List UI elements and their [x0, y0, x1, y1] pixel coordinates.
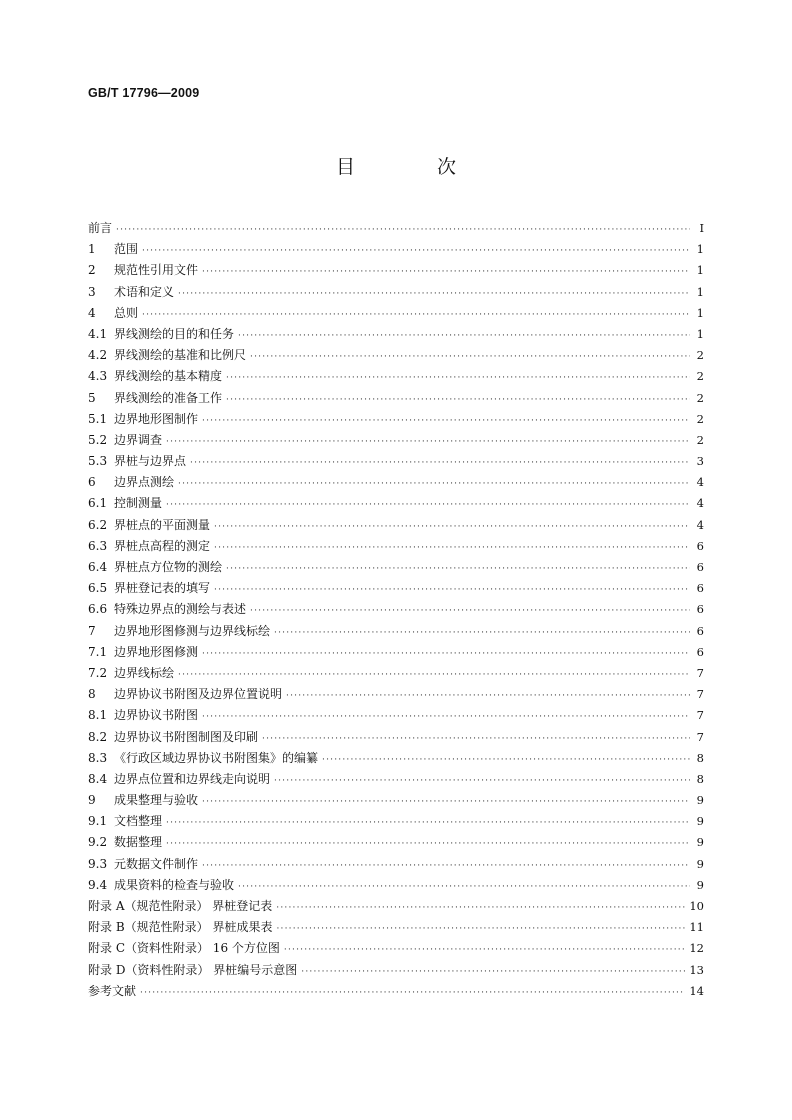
toc-dot-leader: [301, 962, 685, 983]
toc-dot-leader: [202, 262, 690, 283]
toc-entry-page: 2: [696, 390, 704, 405]
toc-entry-label: [88, 493, 162, 514]
toc-entry-page: 6: [696, 538, 704, 553]
toc-entry-page: 1: [696, 242, 704, 257]
toc-entry-number: 6.5: [88, 581, 108, 596]
toc-dot-leader: [322, 750, 690, 771]
toc-entry-title: 边界点测绘: [114, 475, 175, 490]
toc-entry-label: [88, 430, 162, 451]
toc-entry-page: 4: [696, 517, 704, 532]
toc-entry-label: [88, 282, 174, 303]
toc-dot-leader: [202, 644, 690, 665]
toc-entry[interactable]: [88, 303, 704, 324]
toc-entry-number: 6.6: [88, 602, 108, 617]
toc-entry-label: [88, 345, 246, 366]
toc-entry[interactable]: [88, 917, 704, 938]
toc-entry-label: [88, 472, 174, 493]
toc-entry-label: [88, 896, 272, 917]
toc-entry-number: 9.2: [88, 835, 108, 850]
toc-entry-page: 7: [696, 687, 704, 702]
toc-entry-page: 2: [696, 432, 704, 447]
toc-entry[interactable]: [88, 345, 704, 366]
toc-entry-label: [88, 854, 198, 875]
toc-entry-page: 4: [696, 475, 704, 490]
toc-entry[interactable]: [88, 260, 704, 281]
toc-entry-label: [88, 938, 280, 959]
toc-entry-number: 5.3: [88, 454, 108, 469]
toc-entry-page: 2: [696, 348, 704, 363]
toc-entry-title: 文档整理: [114, 814, 163, 829]
toc-entry-title: 界桩登记表的填写: [114, 581, 211, 596]
toc-entry-number: 6.2: [88, 517, 108, 532]
toc-entry-page: 1: [696, 284, 704, 299]
toc-entry[interactable]: [88, 663, 704, 684]
toc-dot-leader: [166, 834, 690, 855]
toc-entry-page: 1: [696, 326, 704, 341]
toc-dot-leader: [286, 686, 690, 707]
toc-entry-number: 8.4: [88, 771, 108, 786]
toc-entry[interactable]: [88, 769, 704, 790]
toc-entry-number: 4.2: [88, 348, 108, 363]
toc-entry-page: 3: [696, 454, 704, 469]
toc-dot-leader: [250, 601, 690, 622]
toc-entry[interactable]: [88, 218, 704, 239]
toc-entry[interactable]: [88, 557, 704, 578]
toc-entry-number: 3: [88, 284, 96, 299]
toc-entry-label: [88, 366, 222, 387]
toc-entry-title: 《行政区域边界协议书附图集》的编纂: [114, 750, 319, 765]
toc-dot-leader: [166, 495, 690, 516]
toc-entry-label: [88, 599, 246, 620]
toc-dot-leader: [214, 580, 690, 601]
toc-entry-label: [88, 218, 112, 239]
toc-entry-title: 界线测绘的目的和任务: [114, 326, 235, 341]
toc-dot-leader: [214, 538, 690, 559]
toc-dot-leader: [226, 390, 690, 411]
toc-entry-title: 边界线标绘: [114, 665, 175, 680]
toc-dot-leader: [226, 559, 690, 580]
toc-entry-number: 9.3: [88, 856, 108, 871]
toc-entry-label: [88, 578, 210, 599]
toc-entry-page: 6: [696, 560, 704, 574]
toc-entry-page: 4: [696, 496, 704, 511]
toc-entry-page: 7: [696, 729, 704, 744]
toc-entry-title: 附录 D（资料性附录） 界桩编号示意图: [88, 962, 298, 977]
toc-entry-title: 附录 A（规范性附录） 界桩登记表: [88, 899, 273, 913]
toc-dot-leader: [202, 856, 690, 877]
toc-entry-page: 1: [696, 263, 704, 278]
toc-entry-number: 8.2: [88, 729, 108, 744]
toc-entry-title: 边界地形图制作: [114, 411, 199, 426]
toc-entry-label: [88, 705, 198, 726]
toc-entry-number: 8.3: [88, 750, 108, 765]
toc-entry[interactable]: [88, 896, 704, 917]
toc-entry-number: 9.1: [88, 814, 108, 829]
toc-entry-page: 2: [696, 369, 704, 384]
toc-dot-leader: [116, 220, 690, 241]
toc-entry[interactable]: [88, 515, 704, 536]
toc-entry-label: [88, 684, 282, 705]
toc-entry-number: 7.1: [88, 644, 108, 659]
toc-entry-label: [88, 642, 198, 663]
toc-entry-title: 边界协议书附图: [114, 708, 199, 723]
toc-entry-title: 范围: [114, 242, 139, 257]
toc-entry-label: [88, 748, 318, 769]
toc-entry[interactable]: [88, 599, 704, 620]
toc-entry[interactable]: [88, 239, 704, 260]
toc-entry-title: 界桩点的平面测量: [114, 517, 211, 532]
toc-entry-label: [88, 832, 162, 853]
toc-entry-page: 11: [689, 920, 704, 935]
toc-entry-title: 成果整理与验收: [114, 793, 199, 808]
toc-dot-leader: [202, 792, 690, 813]
toc-entry-number: 4.1: [88, 326, 108, 341]
toc-dot-leader: [214, 517, 690, 538]
toc-entry[interactable]: [88, 642, 704, 663]
toc-entry-label: [88, 917, 272, 938]
toc-entry[interactable]: [88, 705, 704, 726]
toc-dot-leader: [250, 347, 690, 368]
toc-entry-page: 8: [696, 750, 704, 765]
toc-entry-label: [88, 621, 270, 642]
toc-entry-label: [88, 536, 210, 557]
toc-entry-number: 5.2: [88, 432, 108, 447]
toc-dot-leader: [178, 474, 690, 495]
toc-entry-label: [88, 811, 162, 832]
toc-entry-title: 边界地形图修测与边界线标绘: [114, 623, 271, 638]
toc-entry-number: 8.1: [88, 708, 108, 723]
toc-entry[interactable]: [88, 282, 704, 303]
toc-entry-page: 13: [689, 962, 704, 977]
toc-entry-title: 边界协议书附图制图及印刷: [114, 729, 259, 744]
toc-entry-label: [88, 515, 210, 536]
toc-entry[interactable]: [88, 854, 704, 875]
toc-entry[interactable]: [88, 938, 704, 959]
toc-entry-number: 5: [88, 390, 96, 405]
toc-entry-number: 9: [88, 793, 96, 808]
toc-entry-number: 7.2: [88, 665, 108, 680]
toc-entry[interactable]: [88, 409, 704, 430]
toc-entry-title: 前言: [88, 221, 113, 235]
toc-entry-title: 界桩点高程的测定: [114, 538, 211, 553]
toc-dot-leader: [284, 940, 685, 961]
toc-entry-title: 界线测绘的基准和比例尺: [114, 348, 247, 363]
toc-entry[interactable]: [88, 960, 704, 981]
toc-entry[interactable]: [88, 684, 704, 705]
toc-entry[interactable]: [88, 578, 704, 599]
toc-dot-leader: [202, 707, 690, 728]
toc-entry-number: 7: [88, 623, 96, 638]
toc-dot-leader: [226, 368, 690, 389]
toc-entry-label: [88, 769, 270, 790]
toc-dot-leader: [238, 326, 690, 347]
toc-dot-leader: [274, 623, 690, 644]
toc-entry-label: [88, 239, 138, 260]
toc-entry-page: 10: [689, 899, 704, 913]
toc-dot-leader: [142, 305, 690, 326]
toc-entry-title: 界线测绘的准备工作: [114, 390, 223, 405]
toc-dot-leader: [276, 919, 685, 940]
toc-entry-page: 6: [696, 602, 704, 617]
toc-entry-page: 9: [696, 877, 704, 892]
toc-entry-page: 1: [696, 305, 704, 320]
toc-dot-leader: [276, 898, 685, 919]
toc-entry-number: 8: [88, 687, 96, 702]
toc-entry-title: 界线测绘的基本精度: [114, 369, 223, 384]
toc-entry-number: 9.4: [88, 877, 108, 892]
toc-entry[interactable]: [88, 536, 704, 557]
toc-entry-title: 界桩与边界点: [114, 454, 187, 469]
toc-entry-title: 元数据文件制作: [114, 856, 199, 871]
toc-entry[interactable]: [88, 748, 704, 769]
toc-entry-title: 边界地形图修测: [114, 644, 199, 659]
toc-entry-page: 6: [696, 581, 704, 596]
toc-entry-title: 成果资料的检查与验收: [114, 877, 235, 892]
toc-entry-title: 总则: [114, 305, 139, 320]
toc-entry-label: [88, 790, 198, 811]
toc-dot-leader: [274, 771, 690, 792]
toc-entry-page: 9: [696, 814, 704, 829]
toc-entry-number: 6.1: [88, 496, 108, 511]
toc-entry-label: [88, 981, 136, 1002]
toc-entry[interactable]: [88, 388, 704, 409]
toc-entry-title: 界桩点方位物的测绘: [114, 560, 223, 574]
toc-entry-title: 附录 B（规范性附录） 界桩成果表: [88, 920, 273, 935]
toc-entry-title: 边界协议书附图及边界位置说明: [114, 687, 283, 702]
toc-entry[interactable]: [88, 981, 704, 1002]
toc-entry[interactable]: [88, 366, 704, 387]
toc-entry-page: 9: [696, 793, 704, 808]
toc-entry-label: [88, 303, 138, 324]
toc-dot-leader: [178, 665, 690, 686]
toc-entry[interactable]: [88, 451, 704, 472]
toc-entry-page: 8: [696, 771, 704, 786]
toc-entry-number: 2: [88, 263, 96, 278]
toc-entry-label: [88, 388, 222, 409]
toc-entry-title: 参考文献: [88, 983, 137, 998]
toc-entry[interactable]: [88, 811, 704, 832]
toc-entry-page: 9: [696, 835, 704, 850]
toc-entry-label: [88, 324, 234, 345]
toc-entry-number: 6.4: [88, 560, 108, 574]
toc-entry-label: [88, 409, 198, 430]
toc-entry[interactable]: [88, 832, 704, 853]
toc-entry-title: 附录 C（资料性附录） 16 个方位图: [88, 941, 280, 956]
toc-entry-title: 术语和定义: [114, 284, 175, 299]
toc-entry-page: 6: [696, 623, 704, 638]
toc-entry-page: 7: [696, 665, 704, 680]
toc-dot-leader: [166, 432, 690, 453]
toc-entry[interactable]: [88, 472, 704, 493]
toc-entry-page: I: [699, 221, 704, 235]
toc-entry[interactable]: [88, 324, 704, 345]
toc-entry-label: [88, 875, 234, 896]
toc-entry-number: 4: [88, 305, 96, 320]
toc-entry-number: 4.3: [88, 369, 108, 384]
toc-dot-leader: [140, 983, 685, 1004]
toc-entry-title: 数据整理: [114, 835, 163, 850]
toc-entry-number: 5.1: [88, 411, 108, 426]
toc-dot-leader: [202, 411, 690, 432]
toc-entry-title: 控制测量: [114, 496, 163, 511]
toc-entry-page: 12: [689, 941, 704, 956]
toc-entry-number: 6.3: [88, 538, 108, 553]
toc-entry-page: 7: [696, 708, 704, 723]
toc-entry-title: 特殊边界点的测绘与表述: [114, 602, 247, 617]
toc-entry-title: 边界点位置和边界线走向说明: [114, 771, 271, 786]
toc-entry-label: [88, 960, 297, 981]
toc-entry[interactable]: [88, 790, 704, 811]
toc-entry-label: [88, 260, 198, 281]
toc-dot-leader: [238, 877, 690, 898]
toc-entry-page: 2: [696, 411, 704, 426]
toc-entry-page: 14: [689, 983, 704, 998]
toc-entry[interactable]: [88, 621, 704, 642]
toc-dot-leader: [142, 241, 690, 262]
toc-entry[interactable]: [88, 430, 704, 451]
toc-entry-label: [88, 663, 174, 684]
standard-code: GB/T 17796—2009: [88, 86, 200, 100]
toc-entry-label: [88, 727, 258, 748]
toc-entry-number: 1: [88, 242, 96, 257]
toc-entry-title: 边界调查: [114, 432, 163, 447]
toc-entry-page: 6: [696, 644, 704, 659]
toc-entry[interactable]: [88, 727, 704, 748]
toc-entry-page: 9: [696, 856, 704, 871]
toc-entry-label: [88, 557, 222, 578]
toc-dot-leader: [178, 284, 690, 305]
toc-entry-label: [88, 451, 186, 472]
table-of-contents: [88, 218, 704, 1002]
page-title: 目 次: [335, 156, 495, 178]
toc-entry-title: 规范性引用文件: [114, 263, 199, 278]
toc-dot-leader: [166, 813, 690, 834]
toc-entry[interactable]: [88, 493, 704, 514]
toc-entry[interactable]: [88, 875, 704, 896]
toc-dot-leader: [190, 453, 690, 474]
toc-dot-leader: [262, 729, 690, 750]
toc-entry-number: 6: [88, 475, 96, 490]
